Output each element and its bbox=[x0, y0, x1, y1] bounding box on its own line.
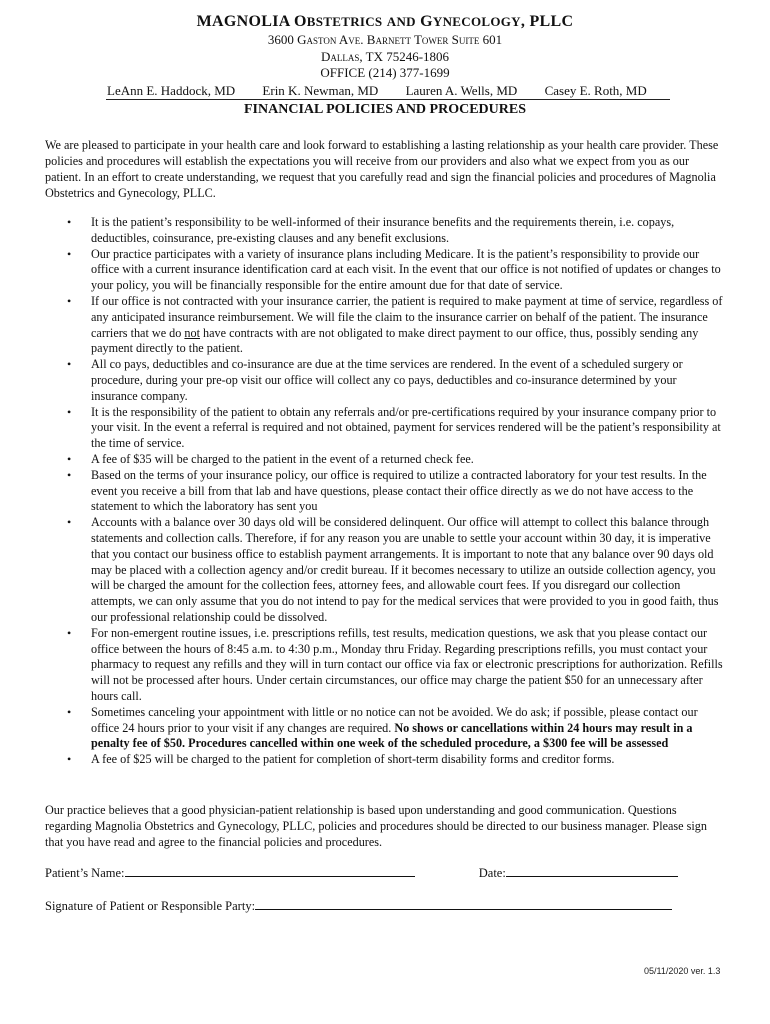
patient-name-row bbox=[45, 864, 678, 881]
address-line-1: 3600 Gaston Ave. Barnett Tower Suite 601 bbox=[267, 32, 503, 47]
policy-list bbox=[45, 215, 725, 768]
signature-field[interactable] bbox=[255, 897, 672, 910]
policy-item: • Accounts with a balance over 30 days old will be considered delinquent. Our office will attempt to collect this balance through statements and collection calls. Therefore, if for any reason you are unable to settle your account within 30 day, it is imperative that you contact our business office to establish payment arrangements. It is important to note that any balance over 90 days old may be placed with a collection agency and/or credit bureau. If it becomes necessary to utilize an outside collection agency, you will be charged the amount for the collection fees, attorney fees, and allowable court fees. If you disregard our collection attempts, we can only assume that you do not intend to pay for the medical services that were provided to you in good faith, thus our professional relationship could be dissolved. bbox=[45, 515, 725, 626]
version-footer: 05/11/2020 ver. 1.3 bbox=[644, 966, 721, 976]
office-phone: OFFICE (214) 377-1699 bbox=[320, 65, 450, 80]
date-field[interactable] bbox=[506, 864, 678, 877]
signature-row bbox=[45, 897, 672, 914]
closing-paragraph: Our practice believes that a good physician-patient relationship is based upon understanding and good communication. Questions regarding Magnolia Obstetrics and Gynecology, PLLC, policies and procedures should be directed to our business manager. Please sign that you have read and agree to the financial policies and procedures. bbox=[45, 803, 707, 849]
policy-item: • A fee of $25 will be charged to the patient for completion of short-term disability forms and creditor forms. bbox=[45, 752, 725, 768]
date-label: Date: bbox=[478, 866, 506, 880]
physician-list bbox=[107, 83, 647, 99]
physician-name: Lauren A. Wells, MD bbox=[405, 83, 518, 98]
address-line-2: Dallas, TX 75246-1806 bbox=[320, 48, 450, 64]
policy-item: • For non-emergent routine issues, i.e. prescriptions refills, test results, medication questions, we ask that you please contact our office between the hours of 8:45 a.m. to 4:30 p.m., Monday thru Friday. Regarding prescriptions refills, you must contact your pharmacy to request any refills and they will in turn contact our office via fax or electronic prescriptions for authorization. Refills will not be processed after hours. Under certain circumstances, our office may charge the patient $50 for an unnecessary after hours call. bbox=[45, 626, 725, 705]
policy-item: • Based on the terms of your insurance policy, our office is required to utilize a contracted laboratory for your test results. In the event you receive a bill from that lab and have questions, please contact their office directly as we do not have access to the statement to which the laboratory has sent you bbox=[45, 468, 725, 515]
document-title: FINANCIAL POLICIES AND PROCEDURES bbox=[244, 102, 526, 117]
policy-item: • Our practice participates with a variety of insurance plans including Medicare. It is the patient’s responsibility to provide our office with a current insurance identification card at each visit. In the event that our office is not notified of updates or changes to your policy, you will be financially responsible for the entire amount due for that date of service. bbox=[45, 247, 725, 294]
patient-name-field[interactable] bbox=[125, 864, 415, 877]
policy-item: • It is the patient’s responsibility to be well-informed of their insurance benefits and the requirements therein, i.e. copays, deductibles, coinsurance, pre-existing clauses and any benefit exclusions. bbox=[45, 215, 725, 247]
physician-name: Casey E. Roth, MD bbox=[544, 83, 647, 98]
policy-item: • Sometimes canceling your appointment with little or no notice can not be avoided. We do ask; if possible, please contact our office 24 hours prior to your visit if any changes are required. No shows or cancellations within 24 hours may result in a penalty fee of $50. Procedures cancelled within one week of the scheduled procedure, a $300 fee will be assessed bbox=[45, 705, 725, 752]
letterhead bbox=[0, 12, 770, 82]
policy-item: • All co pays, deductibles and co-insurance are due at the time services are rendered. In the event of a scheduled surgery or procedure, during your pre-op visit our office will collect any co pays, deductibles and co-insurance determined by your insurance company. bbox=[45, 357, 725, 404]
intro-paragraph: We are pleased to participate in your health care and look forward to establishing a lasting relationship as your health care provider. These policies and procedures will establish the expectations you will receive from our providers and also what we expect from you as our patient. In an effort to create understanding, we request that you carefully read and sign the financial policies and procedures of Magnolia Obstetrics and Gynecology, PLLC. bbox=[45, 138, 719, 200]
policy-item: • If our office is not contracted with your insurance carrier, the patient is required to make payment at time of service, regardless of any anticipated insurance reimbursement. We will file the claim to the insurance carrier on behalf of the patient. The insurance carriers that we do not have contracts with are not obligated to make direct payment to our office, thus, possibly sending any payment directly to the patient. bbox=[45, 294, 725, 357]
patient-name-label: Patient’s Name: bbox=[45, 866, 125, 880]
policy-item: • A fee of $35 will be charged to the patient in the event of a returned check fee. bbox=[45, 452, 725, 468]
policy-item: • It is the responsibility of the patient to obtain any referrals and/or pre-certifications required by your insurance company prior to your visit. In the event a referral is required and not obtained, payment for services rendered will be the patient’s responsibility at the time of service. bbox=[45, 405, 725, 452]
physician-name: Erin K. Newman, MD bbox=[262, 83, 379, 98]
physician-name: LeAnn E. Haddock, MD bbox=[107, 83, 236, 98]
firm-name: MAGNOLIA OBSTETRICS AND GYNECOLOGY, PLLC bbox=[196, 13, 574, 30]
signature-label: Signature of Patient or Responsible Party: bbox=[45, 899, 256, 913]
header-divider bbox=[106, 99, 670, 100]
